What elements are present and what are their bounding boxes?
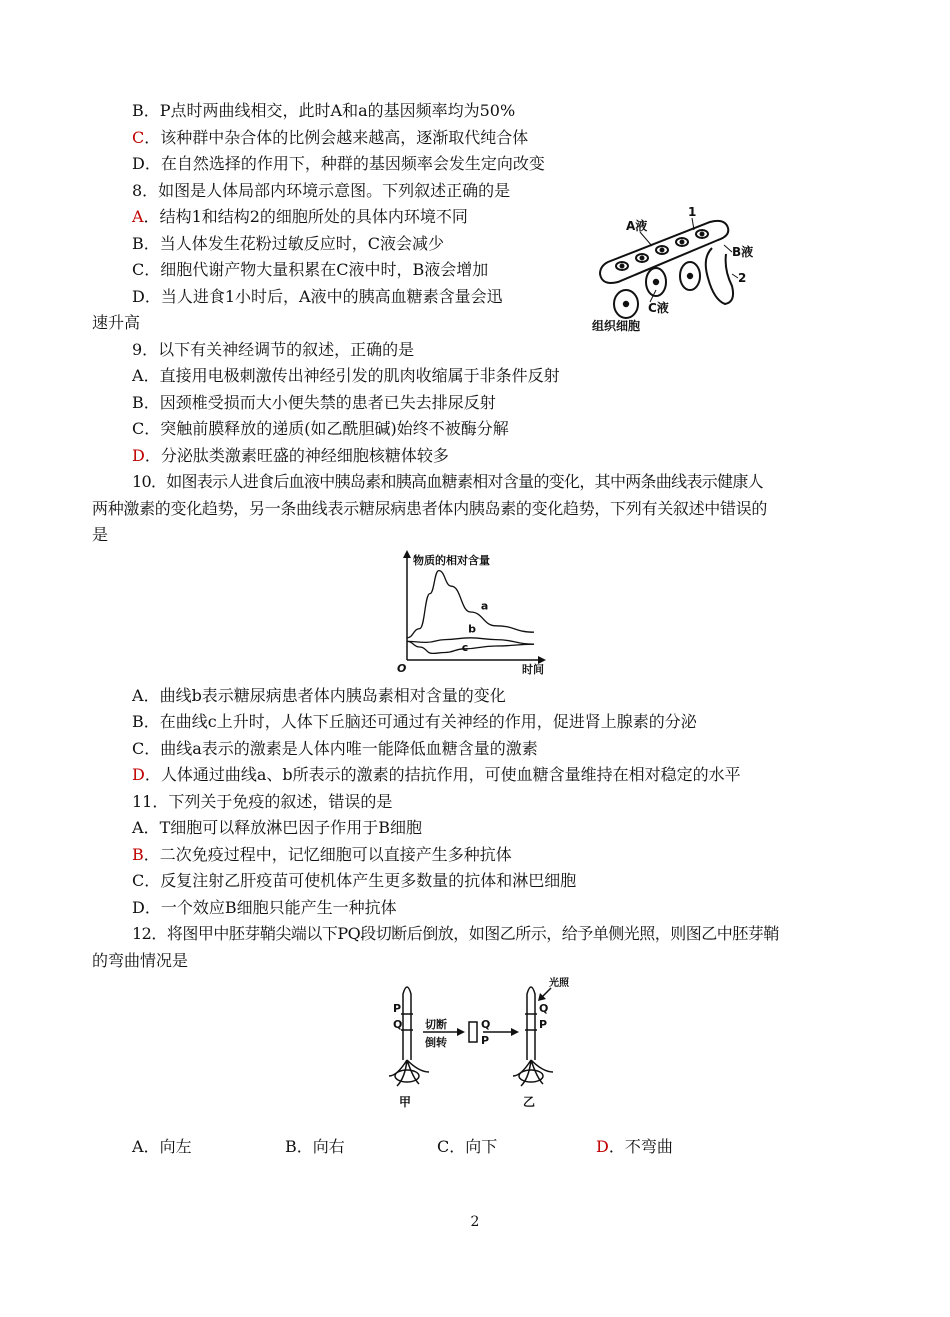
q7-option-d: D．在自然选择的作用下，种群的基因频率会发生定向改变 (132, 154, 545, 173)
q11-option-d: D．一个效应B细胞只能产生一种抗体 (132, 898, 397, 917)
q8-option-d: D．当人进食1小时后，A液中的胰高血糖素含量会迅 (132, 287, 503, 306)
q10-option-a: A．曲线b表示糖尿病患者体内胰岛素相对含量的变化 (132, 686, 506, 705)
p-label-middle: P (481, 1034, 490, 1047)
q9-stem: 9．以下有关神经调节的叙述，正确的是 (132, 340, 415, 359)
q-label-jia: Q (393, 1018, 403, 1031)
cut-label: 切断 (425, 1018, 447, 1031)
structure-2-label: 2 (738, 271, 747, 285)
tissue-cell-label: 组织细胞 (592, 319, 641, 333)
q12-option-a: A．向左 (132, 1137, 192, 1156)
q10-stem-line1: 10．如图表示人进食后血液中胰岛素和胰高血糖素相对含量的变化，其中两条曲线表示健康人 (132, 472, 763, 491)
q12-stem-line1: 12．将图甲中胚芽鞘尖端以下PQ段切断后倒放，如图乙所示，给予单侧光照，则图乙中胚芽鞘 (132, 924, 779, 943)
jia-label: 甲 (399, 1095, 412, 1109)
q11-option-b: B．二次免疫过程中，记忆细胞可以直接产生多种抗体 (132, 845, 512, 864)
p-label-yi: P (539, 1018, 548, 1031)
q11-stem: 11．下列关于免疫的叙述，错误的是 (132, 792, 393, 811)
q12-option-b: B．向右 (285, 1137, 345, 1156)
q12-option-c: C．向下 (437, 1137, 498, 1156)
q8-option-c: C．细胞代谢产物大量积累在C液中时，B液会增加 (132, 260, 489, 279)
series-label-a: a (480, 599, 489, 613)
q11-option-c: C．反复注射乙肝疫苗可使机体产生更多数量的抗体和淋巴细胞 (132, 871, 577, 890)
y-axis-arrow-icon (403, 550, 411, 558)
b-fluid-label: B液 (732, 245, 754, 259)
flip-label: 倒转 (425, 1036, 447, 1049)
right-arrow-icon (457, 1028, 465, 1036)
q8-option-d-cont: 速升高 (92, 313, 141, 332)
coleoptile-diagram (385, 972, 585, 1112)
series-label-c: c (461, 640, 469, 654)
q8-option-a: A．结构1和结构2的细胞所处的具体内环境不同 (132, 207, 468, 226)
yi-label: 乙 (523, 1095, 536, 1109)
q10-option-b: B．在曲线c上升时，人体下丘脑还可通过有关神经的作用，促进肾上腺素的分泌 (132, 712, 697, 731)
page-number: 2 (470, 1214, 480, 1230)
series-line-b (407, 638, 534, 644)
y-axis-label: 物质的相对含量 (413, 554, 490, 567)
structure-1-label: 1 (688, 205, 697, 219)
q12-stem-line2: 的弯曲情况是 (92, 951, 189, 970)
q10-stem-line3: 是 (92, 525, 109, 544)
c-fluid-label: C液 (648, 301, 669, 315)
q11-option-a: A．T细胞可以释放淋巴因子作用于B细胞 (132, 818, 422, 837)
q7-option-b: B．P点时两曲线相交，此时A和a的基因频率均为50% (132, 101, 516, 120)
hormone-line-chart (392, 546, 562, 676)
q12-option-d: D．不弯曲 (596, 1137, 673, 1156)
right-arrow-icon (511, 1028, 519, 1036)
q8-stem: 8．如图是人体局部内环境示意图。下列叙述正确的是 (132, 181, 511, 200)
q10-option-d: D．人体通过曲线a、b所表示的激素的拮抗作用，可使血糖含量维持在相对稳定的水平 (132, 765, 741, 784)
internal-environment-diagram (590, 200, 760, 335)
light-label: 光照 (549, 978, 569, 989)
q9-option-d: D．分泌肽类激素旺盛的神经细胞核糖体较多 (132, 446, 449, 465)
q-label-yi: Q (539, 1002, 549, 1015)
series-line-c (407, 641, 534, 653)
q8-option-b: B．当人体发生花粉过敏反应时，C液会减少 (132, 234, 445, 253)
p-label-jia: P (393, 1002, 402, 1015)
q9-option-a: A．直接用电极刺激传出神经引发的肌肉收缩属于非条件反射 (132, 366, 560, 385)
q10-option-c: C．曲线a表示的激素是人体内唯一能降低血糖含量的激素 (132, 739, 538, 758)
series-label-b: b (468, 622, 477, 636)
origin-label: O (397, 662, 407, 675)
a-fluid-label: A液 (626, 219, 648, 233)
q9-option-c: C．突触前膜释放的递质(如乙酰胆碱)始终不被酶分解 (132, 419, 509, 438)
q9-option-b: B．因颈椎受损而大小便失禁的患者已失去排尿反射 (132, 393, 496, 412)
q-label-middle: Q (481, 1018, 491, 1031)
x-axis-label: 时间 (522, 663, 544, 676)
q10-stem-line2: 两种激素的变化趋势，另一条曲线表示糖尿病患者体内胰岛素的变化趋势，下列有关叙述中错误的 (92, 499, 768, 518)
q7-option-c: C．该种群中杂合体的比例会越来越高，逐渐取代纯合体 (132, 128, 529, 147)
